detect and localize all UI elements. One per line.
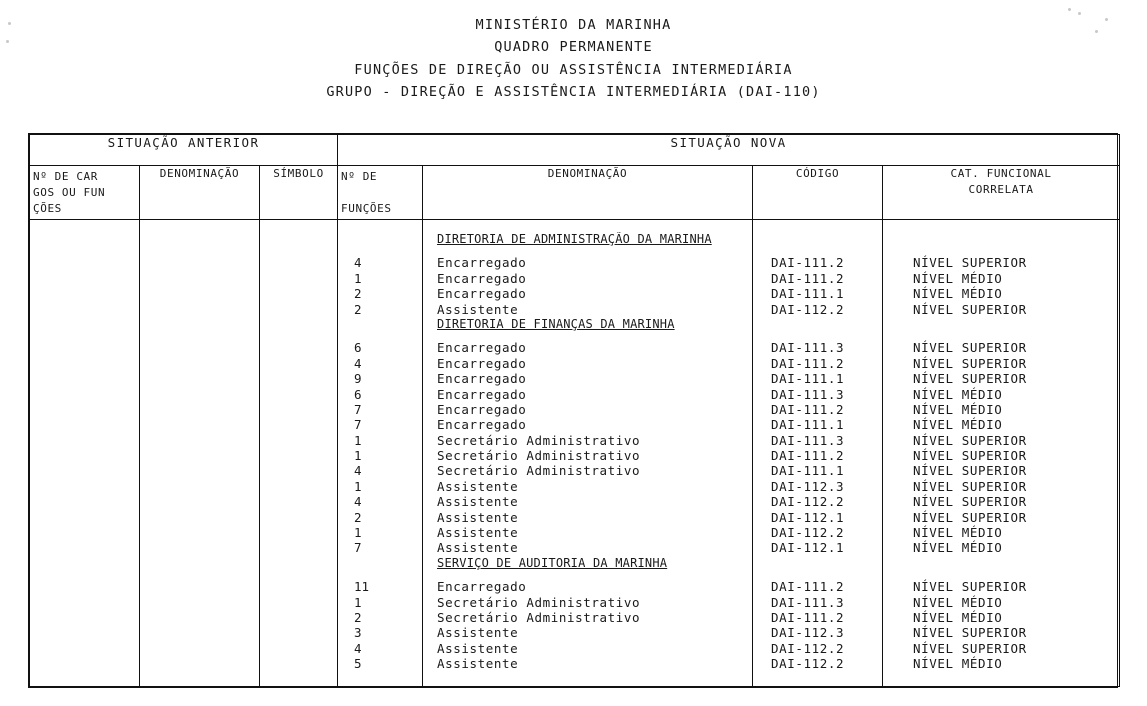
row-denomination: Encarregado [437, 340, 527, 356]
row-quantity: 2 [354, 286, 362, 302]
row-quantity: 4 [354, 640, 362, 656]
row-denomination: Secretário Administrativo [437, 448, 641, 464]
row-category: NÍVEL SUPERIOR [913, 255, 1027, 271]
row-category: NÍVEL MÉDIO [913, 270, 1003, 286]
row-spacer [423, 332, 752, 340]
row-spacer [753, 571, 882, 579]
row-denomination: Encarregado [437, 579, 527, 595]
row-code: DAI-112.3 [771, 478, 845, 494]
row-code: DAI-112.2 [771, 640, 845, 656]
cell-new-code [753, 220, 883, 687]
row-denomination: Assistente [437, 640, 519, 656]
row-denomination: Secretário Administrativo [437, 609, 641, 625]
row-code: DAI-111.2 [771, 355, 845, 371]
scan-speck [1095, 30, 1098, 33]
row-category: NÍVEL SUPERIOR [913, 478, 1027, 494]
row-code: DAI-111.1 [771, 371, 845, 387]
subtitle-funcoes: FUNÇÕES DE DIREÇÃO OU ASSISTÊNCIA INTERMEDIÁRIA [354, 61, 793, 78]
row-code [753, 232, 882, 247]
row-code: DAI-112.2 [771, 494, 845, 510]
row-denomination: Encarregado [437, 386, 527, 402]
row-quantity: 1 [354, 448, 362, 464]
row-code: DAI-111.1 [771, 286, 845, 302]
document-header [0, 0, 1147, 103]
row-code: DAI-111.3 [771, 386, 845, 402]
row-category: NÍVEL SUPERIOR [913, 579, 1027, 595]
scan-speck [1105, 18, 1108, 21]
col-new-quantity: Nº DE FUNÇÕES [338, 166, 423, 220]
row-category: NÍVEL MÉDIO [913, 656, 1003, 672]
row-denomination: Encarregado [437, 286, 527, 302]
row-category: NÍVEL SUPERIOR [913, 432, 1027, 448]
col-new-code: CÓDIGO [753, 166, 883, 220]
cell-prev-denomination [140, 220, 260, 687]
row-spacer [883, 332, 1119, 340]
col-new-denomination: DENOMINAÇÃO [423, 166, 753, 220]
subtitle-quadro: QUADRO PERMANENTE [494, 39, 653, 56]
band-situacao-nova: SITUAÇÃO NOVA [338, 135, 1120, 166]
cell-new-denomination [423, 220, 753, 687]
row-code: DAI-112.3 [771, 625, 845, 641]
row-denomination: Assistente [437, 509, 519, 525]
row-category: NÍVEL MÉDIO [913, 525, 1003, 541]
row-code [753, 556, 882, 571]
row-code: DAI-111.1 [771, 417, 845, 433]
row-category [883, 232, 1119, 247]
row-denomination: Assistente [437, 301, 519, 317]
row-spacer [423, 571, 752, 579]
row-quantity [338, 232, 422, 247]
row-code: DAI-111.1 [771, 463, 845, 479]
positions-table [28, 133, 1118, 688]
row-category [883, 556, 1119, 571]
row-quantity: 7 [354, 540, 362, 556]
row-code: DAI-111.2 [771, 609, 845, 625]
row-quantity: 1 [354, 525, 362, 541]
row-spacer [883, 247, 1119, 255]
row-category: NÍVEL MÉDIO [913, 401, 1003, 417]
row-quantity: 1 [354, 270, 362, 286]
row-category: NÍVEL SUPERIOR [913, 371, 1027, 387]
row-quantity: 6 [354, 386, 362, 402]
row-code: DAI-111.2 [771, 448, 845, 464]
scan-speck [6, 40, 9, 43]
scan-speck [1078, 12, 1081, 15]
row-category: NÍVEL MÉDIO [913, 386, 1003, 402]
row-category: NÍVEL MÉDIO [913, 594, 1003, 610]
subtitle-grupo: GRUPO - DIREÇÃO E ASSISTÊNCIA INTERMEDIÁRIA (DAI-110) [326, 83, 821, 100]
row-denomination: Secretário Administrativo [437, 432, 641, 448]
row-quantity: 4 [354, 463, 362, 479]
row-quantity: 7 [354, 417, 362, 433]
row-denomination: Encarregado [437, 255, 527, 271]
row-category: NÍVEL SUPERIOR [913, 340, 1027, 356]
row-code: DAI-111.2 [771, 401, 845, 417]
row-code: DAI-112.2 [771, 656, 845, 672]
row-denomination: Encarregado [437, 355, 527, 371]
row-category: NÍVEL SUPERIOR [913, 625, 1027, 641]
row-spacer [423, 247, 752, 255]
row-quantity: 1 [354, 478, 362, 494]
cell-prev-quantity [30, 220, 140, 687]
row-code: DAI-111.3 [771, 340, 845, 356]
row-code: DAI-112.2 [771, 301, 845, 317]
ministry-title: MINISTÉRIO DA MARINHA [475, 17, 672, 33]
row-denomination: Assistente [437, 494, 519, 510]
row-category: NÍVEL SUPERIOR [913, 509, 1027, 525]
row-denomination: Encarregado [437, 270, 527, 286]
row-quantity: 4 [354, 355, 362, 371]
row-category [883, 317, 1119, 332]
row-quantity: 2 [354, 509, 362, 525]
row-quantity: 2 [354, 609, 362, 625]
row-category: NÍVEL SUPERIOR [913, 494, 1027, 510]
row-category: NÍVEL MÉDIO [913, 540, 1003, 556]
col-prev-symbol: SÍMBOLO [260, 166, 338, 220]
col-prev-denomination: DENOMINAÇÃO [140, 166, 260, 220]
row-quantity [338, 556, 422, 571]
row-category: NÍVEL SUPERIOR [913, 301, 1027, 317]
row-code: DAI-111.3 [771, 432, 845, 448]
col-new-category: CAT. FUNCIONAL CORRELATA [883, 166, 1120, 220]
row-code [753, 317, 882, 332]
row-spacer [338, 571, 422, 579]
row-spacer [753, 247, 882, 255]
row-denomination: Assistente [437, 540, 519, 556]
scan-speck [8, 22, 11, 25]
row-quantity: 2 [354, 301, 362, 317]
cell-prev-symbol [260, 220, 338, 687]
cell-new-quantity [338, 220, 423, 687]
row-category: NÍVEL MÉDIO [913, 286, 1003, 302]
row-quantity: 3 [354, 625, 362, 641]
cell-new-category [883, 220, 1120, 687]
table-band-row [30, 135, 1120, 166]
row-code: DAI-112.2 [771, 525, 845, 541]
row-spacer [338, 332, 422, 340]
section-heading: DIRETORIA DE FINANÇAS DA MARINHA [437, 316, 675, 331]
row-code: DAI-111.3 [771, 594, 845, 610]
row-code: DAI-111.2 [771, 579, 845, 595]
row-denomination: Assistente [437, 525, 519, 541]
row-category: NÍVEL SUPERIOR [913, 463, 1027, 479]
col-prev-quantity: Nº DE CAR GOS OU FUN ÇÕES [30, 166, 140, 220]
row-quantity: 1 [354, 432, 362, 448]
row-denomination: Encarregado [437, 371, 527, 387]
row-spacer [753, 332, 882, 340]
row-denomination: Assistente [437, 625, 519, 641]
row-denomination: Encarregado [437, 417, 527, 433]
row-quantity: 9 [354, 371, 362, 387]
row-category: NÍVEL MÉDIO [913, 417, 1003, 433]
row-denomination: Assistente [437, 478, 519, 494]
section-heading: DIRETORIA DE ADMINISTRAÇÃO DA MARINHA [437, 232, 712, 246]
row-category: NÍVEL SUPERIOR [913, 640, 1027, 656]
row-code: DAI-111.2 [771, 270, 845, 286]
row-code: DAI-111.2 [771, 255, 845, 271]
row-spacer [883, 571, 1119, 579]
table-body-row [30, 220, 1120, 687]
row-denomination: Assistente [437, 656, 519, 672]
row-denomination: Secretário Administrativo [437, 463, 641, 479]
row-category: NÍVEL MÉDIO [913, 609, 1003, 625]
row-quantity: 11 [354, 579, 370, 595]
row-category: NÍVEL SUPERIOR [913, 448, 1027, 464]
section-heading: SERVIÇO DE AUDITORIA DA MARINHA [437, 555, 668, 570]
row-denomination: Encarregado [437, 401, 527, 417]
row-quantity: 4 [354, 255, 362, 271]
row-spacer [338, 247, 422, 255]
row-code: DAI-112.1 [771, 540, 845, 556]
row-quantity [338, 317, 422, 332]
band-situacao-anterior: SITUAÇÃO ANTERIOR [30, 135, 338, 166]
row-code: DAI-112.1 [771, 509, 845, 525]
row-quantity: 4 [354, 494, 362, 510]
row-quantity: 1 [354, 594, 362, 610]
table-header-row [30, 166, 1120, 220]
row-denomination: Secretário Administrativo [437, 594, 641, 610]
scan-speck [1068, 8, 1071, 11]
row-quantity: 5 [354, 656, 362, 672]
row-quantity: 7 [354, 401, 362, 417]
row-quantity: 6 [354, 340, 362, 356]
row-category: NÍVEL SUPERIOR [913, 355, 1027, 371]
